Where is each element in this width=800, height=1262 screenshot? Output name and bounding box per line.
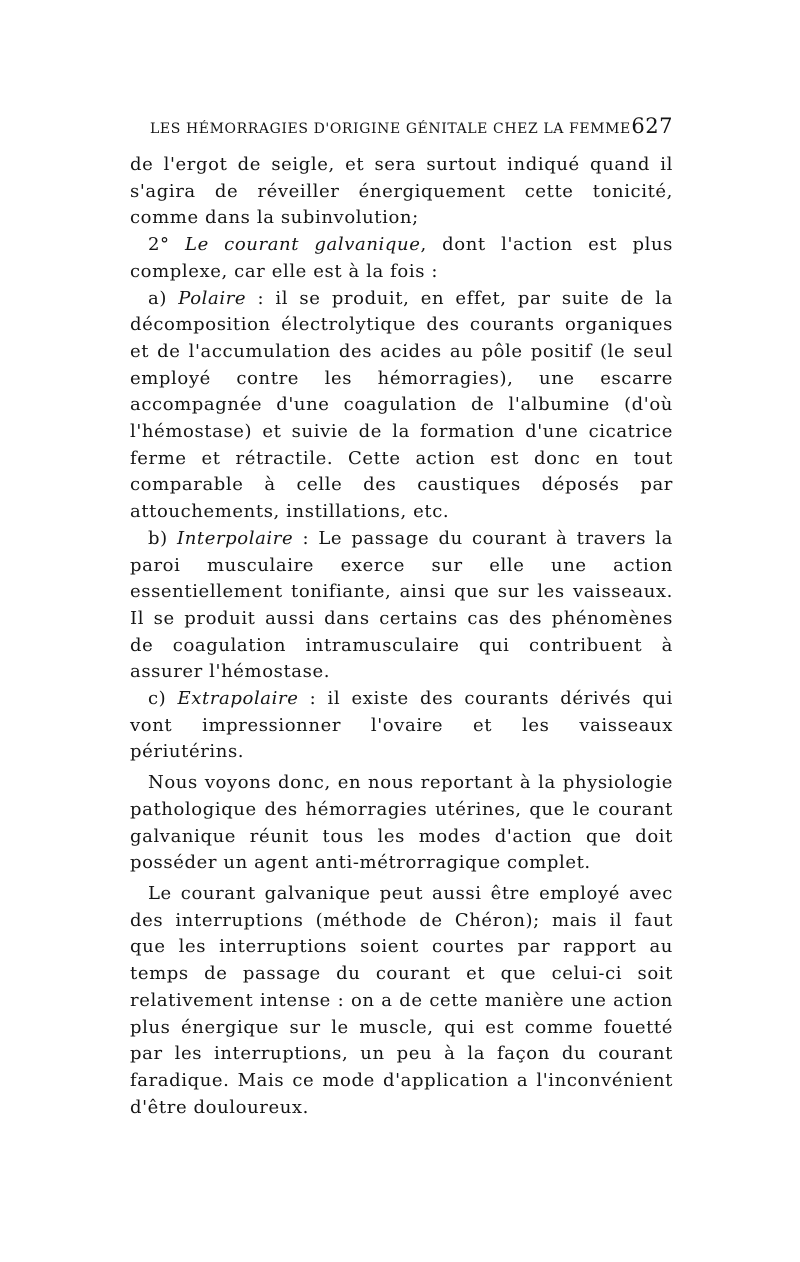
italic-term: Extrapolaire <box>177 688 299 710</box>
paragraph-text: , dont l'action est plus complexe, car elle est à la fois : <box>130 234 673 282</box>
paragraph-galvanic-current <box>130 232 673 285</box>
paragraph-text: : il se produit, en effet, par suite de la décomposition électrolytique des courants organiques et de l'accumulation des acides au pôle positif (le seul employé contre les hémorragies), une escarre accompagnée d'une coagulation de l'albumine (d'où l'hémostase) et suivie de la formation d'une cicatrice ferme et rétractile. Cette action est donc en tout comparable à celle des caustiques déposés par attouchements, instillations, etc. <box>130 287 673 523</box>
paragraph-polaire <box>130 286 673 526</box>
running-header <box>150 114 673 144</box>
page-body <box>130 152 673 1121</box>
paragraph-text: : il existe des courants dérivés qui vont impressionner l'ovaire et les vaisseaux périutérins. <box>130 688 673 763</box>
paragraph-interruptions <box>130 881 673 1121</box>
list-marker: c) <box>148 688 178 710</box>
page-number: 627 <box>631 114 673 138</box>
italic-term: Polaire <box>178 287 247 309</box>
paragraph-text: de l'ergot de seigle, et sera surtout indiqué quand il s'agira de réveiller énergiquement cette tonicité, comme dans la subinvolution; <box>130 154 673 229</box>
paragraph-text: : Le passage du courant à travers la paroi musculaire exerce sur elle une action essentiellement tonifiante, ainsi que sur les vaisseaux. Il se produit aussi dans certains cas des phénomènes de coagulation intramusculaire qui contribuent à assurer l'hémostase. <box>130 527 673 683</box>
paragraph-continuation <box>130 152 673 232</box>
running-title: LES HÉMORRAGIES D'ORIGINE GÉNITALE CHEZ LA FEMME <box>150 121 631 137</box>
paragraph-text: Nous voyons donc, en nous reportant à la physiologie pathologique des hémorragies utérines, que le courant galvanique réunit tous les modes d'action que doit posséder un agent anti-métrorragique complet. <box>130 772 673 874</box>
italic-term: Interpolaire <box>176 527 294 549</box>
paragraph-text: Le courant galvanique peut aussi être employé avec des interruptions (méthode de Chéron); mais il faut que les interruptions soient courtes par rapport au temps de passage du courant et que celui-ci soit relativement intense : on a de cette manière une action plus énergique sur le muscle, qui est comme fouetté par les interruptions, un peu à la façon du courant faradique. Mais ce mode d'application a l'inconvénient d'être douloureux. <box>130 882 673 1118</box>
paragraph-physiology <box>130 770 673 877</box>
list-marker: 2° <box>148 234 186 256</box>
italic-term: Le courant galvanique <box>185 234 421 256</box>
paragraph-extrapolaire <box>130 686 673 766</box>
book-page <box>130 0 673 1262</box>
list-marker: a) <box>148 287 179 309</box>
paragraph-interpolaire <box>130 526 673 686</box>
list-marker: b) <box>148 527 177 549</box>
